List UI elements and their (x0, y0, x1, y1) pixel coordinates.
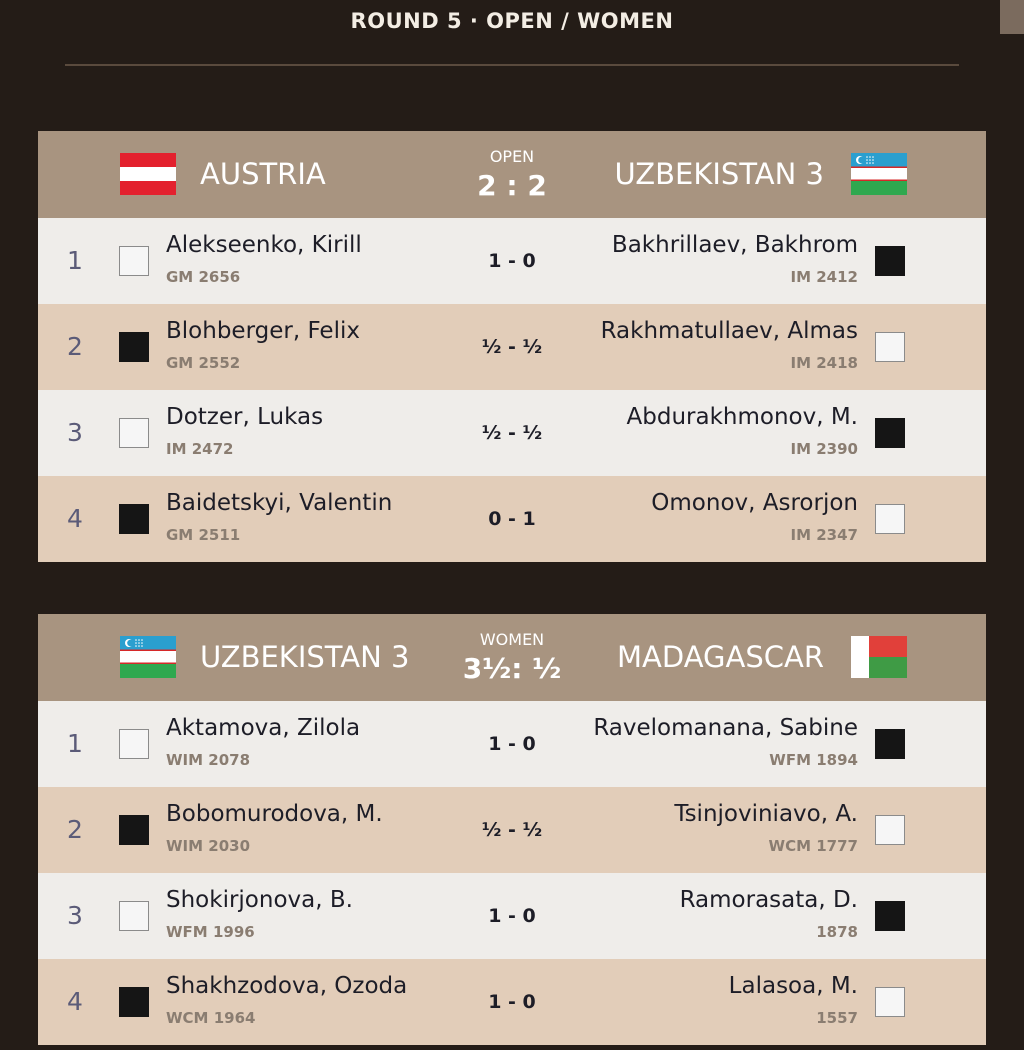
away-player-name: Omonov, Asrorjon (651, 490, 858, 516)
home-player-name: Baidetskyi, Valentin (166, 490, 393, 516)
black-piece-icon (119, 504, 149, 534)
away-player-rating: IM 2390 (790, 440, 858, 458)
home-player-name: Dotzer, Lukas (166, 404, 324, 430)
black-piece-icon (875, 901, 905, 931)
madagascar-flag-icon (851, 636, 907, 678)
away-player-rating: IM 2412 (790, 268, 858, 286)
board-number: 3 (67, 901, 83, 930)
away-player-name: Rakhmatullaev, Almas (600, 318, 858, 344)
away-player-name: Bakhrillaev, Bakhrom (611, 232, 858, 258)
away-player-name: Ramorasata, D. (679, 887, 858, 913)
board-number: 4 (67, 987, 83, 1016)
white-piece-icon (875, 332, 905, 362)
board-row (38, 787, 986, 873)
black-piece-icon (875, 418, 905, 448)
game-result: ½ - ½ (481, 422, 543, 444)
away-player-rating: 1557 (816, 1009, 858, 1027)
board-row (38, 873, 986, 959)
scrollbar-thumb[interactable] (1000, 0, 1024, 34)
board-number: 2 (67, 815, 83, 844)
home-team-name: AUSTRIA (200, 157, 326, 191)
game-result: ½ - ½ (481, 336, 543, 358)
home-player-rating: GM 2552 (166, 354, 241, 372)
white-piece-icon (875, 504, 905, 534)
board-row (38, 701, 986, 787)
board-number: 2 (67, 332, 83, 361)
home-player-rating: GM 2656 (166, 268, 241, 286)
board-row (38, 218, 986, 304)
game-result: 1 - 0 (488, 250, 536, 272)
white-piece-icon (119, 901, 149, 931)
home-player-rating: IM 2472 (166, 440, 234, 458)
match-score: 2 : 2 (477, 169, 547, 202)
board-row (38, 304, 986, 390)
black-piece-icon (875, 246, 905, 276)
board-row (38, 390, 986, 476)
home-player-rating: WCM 1964 (166, 1009, 256, 1027)
board-row (38, 476, 986, 562)
away-player-name: Lalasoa, M. (728, 973, 858, 999)
game-result: 1 - 0 (488, 991, 536, 1013)
home-player-name: Blohberger, Felix (166, 318, 360, 344)
white-piece-icon (875, 815, 905, 845)
away-player-rating: 1878 (816, 923, 858, 941)
board-number: 1 (67, 246, 83, 275)
page-title: ROUND 5 · OPEN / WOMEN (350, 9, 674, 33)
white-piece-icon (875, 987, 905, 1017)
match-section-label: OPEN (489, 147, 535, 166)
game-result: 0 - 1 (488, 508, 536, 530)
away-team-name: UZBEKISTAN 3 (614, 157, 824, 191)
board-number: 1 (67, 729, 83, 758)
away-player-rating: WFM 1894 (769, 751, 858, 769)
match-score: 3½: ½ (462, 652, 562, 685)
white-piece-icon (119, 418, 149, 448)
home-player-rating: WFM 1996 (166, 923, 255, 941)
home-player-rating: WIM 2078 (166, 751, 251, 769)
header-divider (65, 64, 959, 66)
austria-flag-icon (120, 153, 176, 195)
board-number: 4 (67, 504, 83, 533)
uzbekistan-flag-icon (851, 153, 907, 195)
black-piece-icon (119, 332, 149, 362)
away-player-name: Ravelomanana, Sabine (593, 715, 858, 741)
uzbekistan-flag-icon (120, 636, 176, 678)
home-player-name: Alekseenko, Kirill (166, 232, 362, 258)
match-header (38, 614, 986, 701)
home-player-rating: WIM 2030 (166, 837, 251, 855)
match-card-open (38, 131, 986, 562)
black-piece-icon (119, 815, 149, 845)
home-team-name: UZBEKISTAN 3 (200, 640, 410, 674)
board-number: 3 (67, 418, 83, 447)
away-player-name: Abdurakhmonov, M. (626, 404, 858, 430)
white-piece-icon (119, 729, 149, 759)
black-piece-icon (875, 729, 905, 759)
home-player-name: Shakhzodova, Ozoda (166, 973, 408, 999)
game-result: 1 - 0 (488, 905, 536, 927)
away-player-rating: IM 2418 (790, 354, 858, 372)
black-piece-icon (119, 987, 149, 1017)
home-player-name: Shokirjonova, B. (166, 887, 353, 913)
game-result: 1 - 0 (488, 733, 536, 755)
home-player-rating: GM 2511 (166, 526, 241, 544)
home-player-name: Bobomurodova, M. (166, 801, 383, 827)
away-team-name: MADAGASCAR (617, 640, 824, 674)
home-player-name: Aktamova, Zilola (166, 715, 361, 741)
white-piece-icon (119, 246, 149, 276)
away-player-rating: WCM 1777 (768, 837, 858, 855)
away-player-name: Tsinjoviniavo, A. (674, 801, 858, 827)
game-result: ½ - ½ (481, 819, 543, 841)
match-card-women (38, 614, 986, 1045)
board-row (38, 959, 986, 1045)
away-player-rating: IM 2347 (790, 526, 858, 544)
match-section-label: WOMEN (479, 630, 545, 649)
match-header (38, 131, 986, 218)
